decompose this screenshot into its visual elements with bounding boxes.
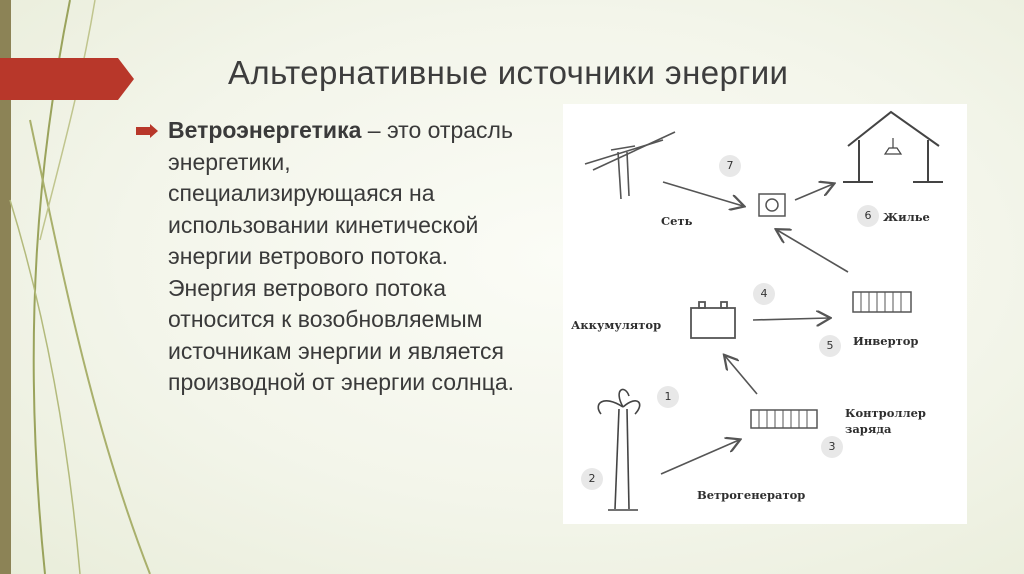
number-4: 4 bbox=[753, 283, 775, 305]
label-housing: Жилье bbox=[883, 210, 930, 224]
socket-icon bbox=[759, 194, 785, 216]
bullet-body: – это отрасль энергетики, специализирующаяся на использовании кинетической энергии ветрового потока. Энергия ветрового потока относится к возобновляемым источникам энергии и является производной от энергии солнца. bbox=[168, 117, 515, 395]
number-5: 5 bbox=[819, 335, 841, 357]
number-1: 1 bbox=[657, 386, 679, 408]
diagram-drawing bbox=[563, 104, 967, 524]
title-accent-ribbon bbox=[0, 58, 140, 102]
number-6: 6 bbox=[857, 205, 879, 227]
label-battery: Аккумулятор bbox=[571, 318, 662, 332]
wind-turbine-icon bbox=[598, 389, 639, 510]
label-controller-2: заряда bbox=[845, 422, 892, 436]
wind-energy-diagram bbox=[563, 104, 967, 524]
number-3: 3 bbox=[821, 436, 843, 458]
label-grid: Сеть bbox=[661, 214, 693, 228]
house-icon bbox=[843, 112, 943, 182]
bullet-term: Ветроэнергетика bbox=[168, 117, 362, 143]
label-controller-1: Контроллер bbox=[845, 406, 926, 420]
bullet-block bbox=[136, 115, 536, 399]
label-generator: Ветрогенератор bbox=[697, 488, 806, 502]
inverter-icon bbox=[853, 292, 911, 312]
battery-icon bbox=[691, 302, 735, 338]
label-inverter: Инвертор bbox=[853, 334, 919, 348]
power-line-icon bbox=[585, 132, 675, 199]
bullet-arrow-icon bbox=[136, 124, 160, 138]
slide-title: Альтернативные источники энергии bbox=[228, 54, 789, 91]
number-7: 7 bbox=[719, 155, 741, 177]
charge-controller-icon bbox=[751, 410, 817, 428]
bullet-text bbox=[168, 115, 518, 399]
number-2: 2 bbox=[581, 468, 603, 490]
